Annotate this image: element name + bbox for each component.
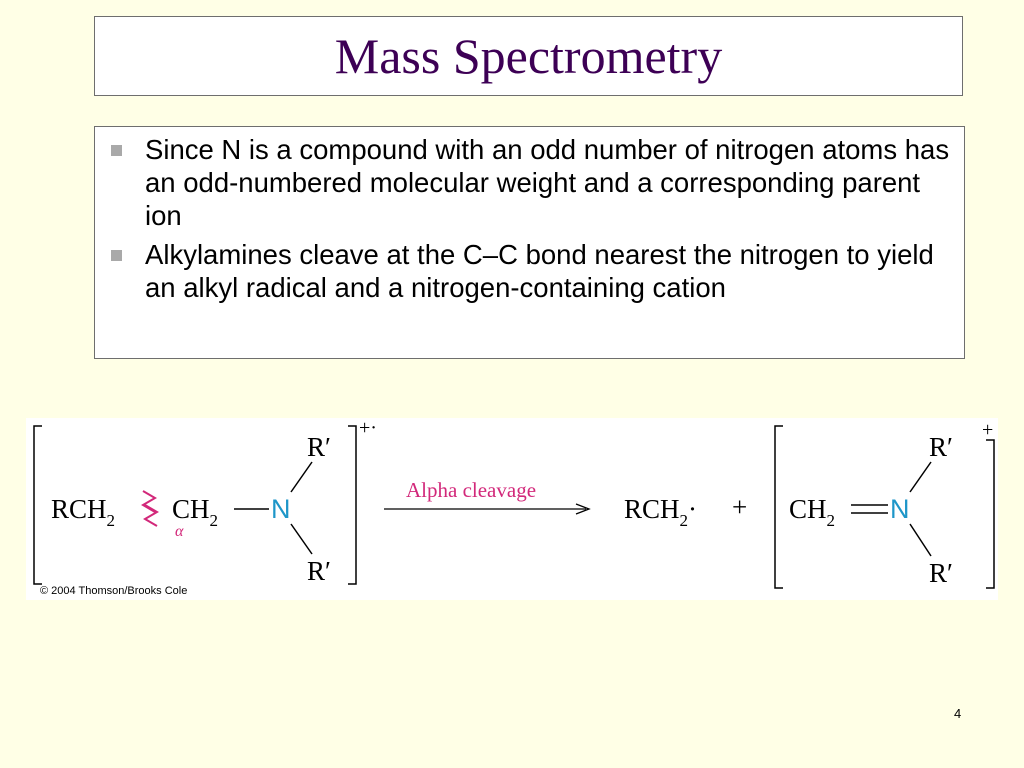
- content-box: [94, 126, 965, 359]
- product-ch2: $CH_2$: [789, 494, 836, 530]
- reactant-r-top: R′: [307, 432, 331, 462]
- product-right-bracket: [986, 440, 994, 588]
- product-r-top: R′: [929, 432, 953, 462]
- product-left-bracket: [775, 426, 783, 588]
- bullet-item: [107, 133, 954, 232]
- product-bond-r-bottom: [910, 524, 931, 556]
- bond-to-r-top: [291, 462, 312, 492]
- reactant-right-bracket: [348, 426, 356, 584]
- copyright-notice: © 2004 Thomson/Brooks Cole: [40, 585, 188, 597]
- product-nitrogen: N: [890, 494, 910, 524]
- bullet-list: [107, 133, 954, 304]
- reactant-charge: +·: [359, 418, 377, 439]
- reaction-diagram: [26, 418, 998, 600]
- slide-title: Mass Spectrometry: [334, 28, 723, 84]
- plus-sign: +: [732, 492, 748, 522]
- title-box: [94, 16, 963, 96]
- square-bullet-icon: [111, 145, 122, 156]
- reactant-ch2: $CH_2$: [172, 494, 219, 530]
- bullet-text: Since N is a compound with an odd number of nitrogen atoms has an odd-numbered molecular weight and a corresponding parent ion: [145, 134, 950, 231]
- product-bond-r-top: [910, 462, 931, 492]
- reactant-rch: $RCH_2$: [51, 494, 116, 530]
- reaction-figure: [26, 418, 998, 600]
- reactant-nitrogen: N: [271, 494, 291, 524]
- bullet-item: [107, 238, 954, 304]
- bond-to-r-bottom: [291, 524, 312, 554]
- product-r-bottom: R′: [929, 558, 953, 588]
- alpha-label: α: [175, 523, 184, 540]
- reactant-left-bracket: [34, 426, 42, 584]
- page-number: 4: [954, 706, 962, 721]
- product-charge: +: [982, 419, 994, 441]
- radical-product: $RCH_2\cdot$: [624, 494, 698, 530]
- square-bullet-icon: [111, 250, 122, 261]
- arrow-label: Alpha cleavage: [406, 478, 537, 502]
- bullet-text: Alkylamines cleave at the C–C bond nearest the nitrogen to yield an alkyl radical and a nitrogen-containing cation: [145, 239, 934, 303]
- reactant-r-bottom: R′: [307, 556, 331, 586]
